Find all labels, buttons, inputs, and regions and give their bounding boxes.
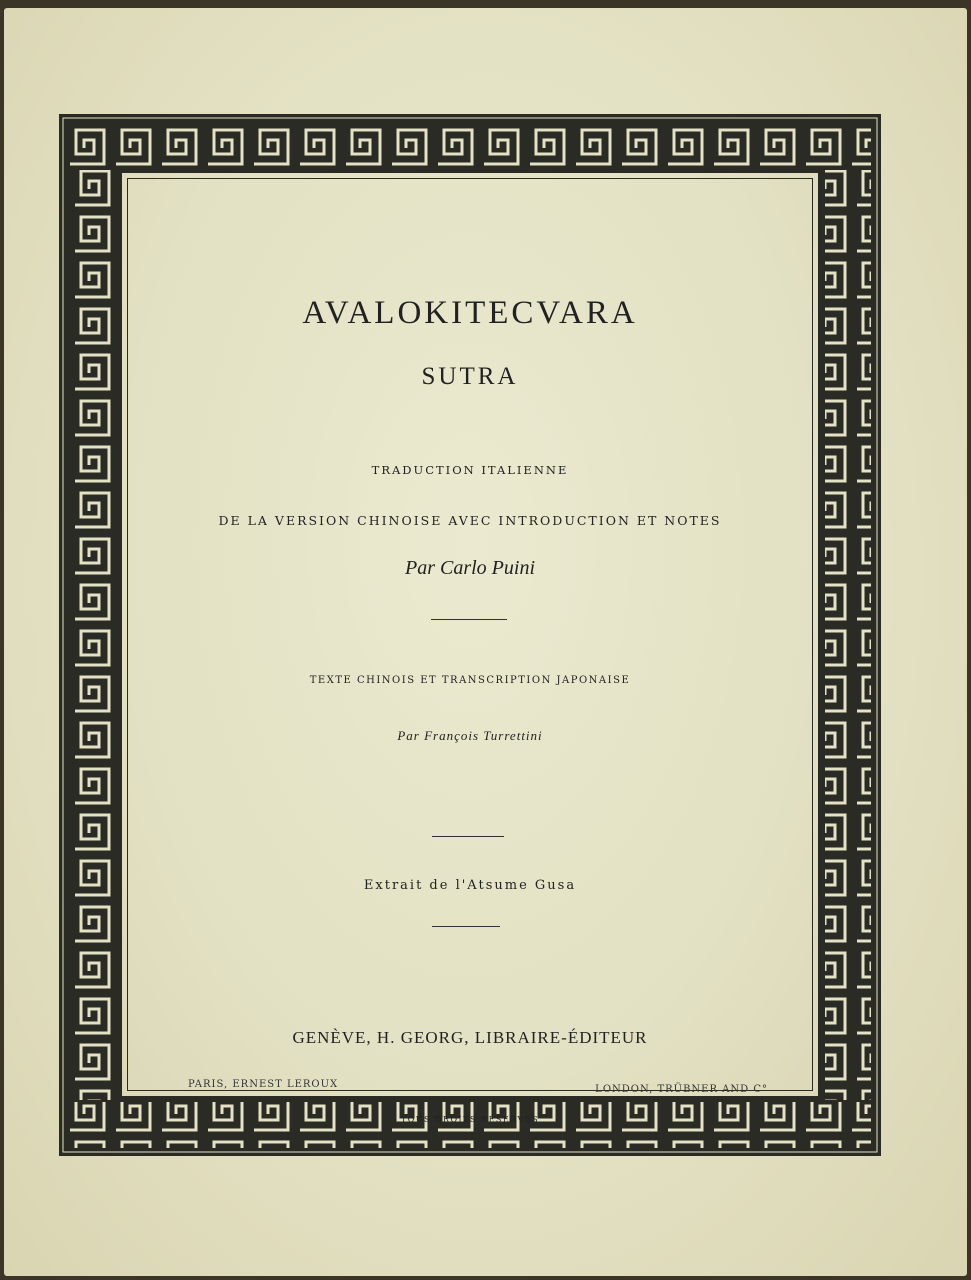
greek-key-border (59, 114, 881, 1156)
extract-note: Extrait de l'Atsume Gusa (363, 878, 577, 893)
translator-credit: Par Carlo Puini (404, 557, 535, 579)
translation-line-1: TRADUCTION ITALIENNE (371, 463, 569, 477)
paris-agent: PARIS, ERNEST LEROUX (188, 1079, 339, 1090)
book-cover (4, 8, 967, 1276)
publisher-line: GENÈVE, H. GEORG, LIBRAIRE-ÉDITEUR (292, 1028, 648, 1047)
book-subtitle: SUTRA (421, 363, 519, 390)
title-panel (122, 173, 818, 1124)
rights-notice: TOUS DROITS RÉSERVÉS (400, 1115, 540, 1124)
transcriber-credit: Par François Turrettini (397, 728, 543, 743)
divider-3 (432, 926, 500, 927)
text-note: TEXTE CHINOIS ET TRANSCRIPTION JAPONAISE (309, 675, 631, 686)
book-title: AVALOKITECVARA (302, 295, 638, 331)
divider-1 (431, 619, 507, 620)
translation-line-2: DE LA VERSION CHINOISE AVEC INTRODUCTION ET NOTES (218, 513, 722, 528)
london-agent: LONDON, TRÜBNER AND C° (595, 1084, 768, 1095)
divider-2 (432, 836, 504, 837)
